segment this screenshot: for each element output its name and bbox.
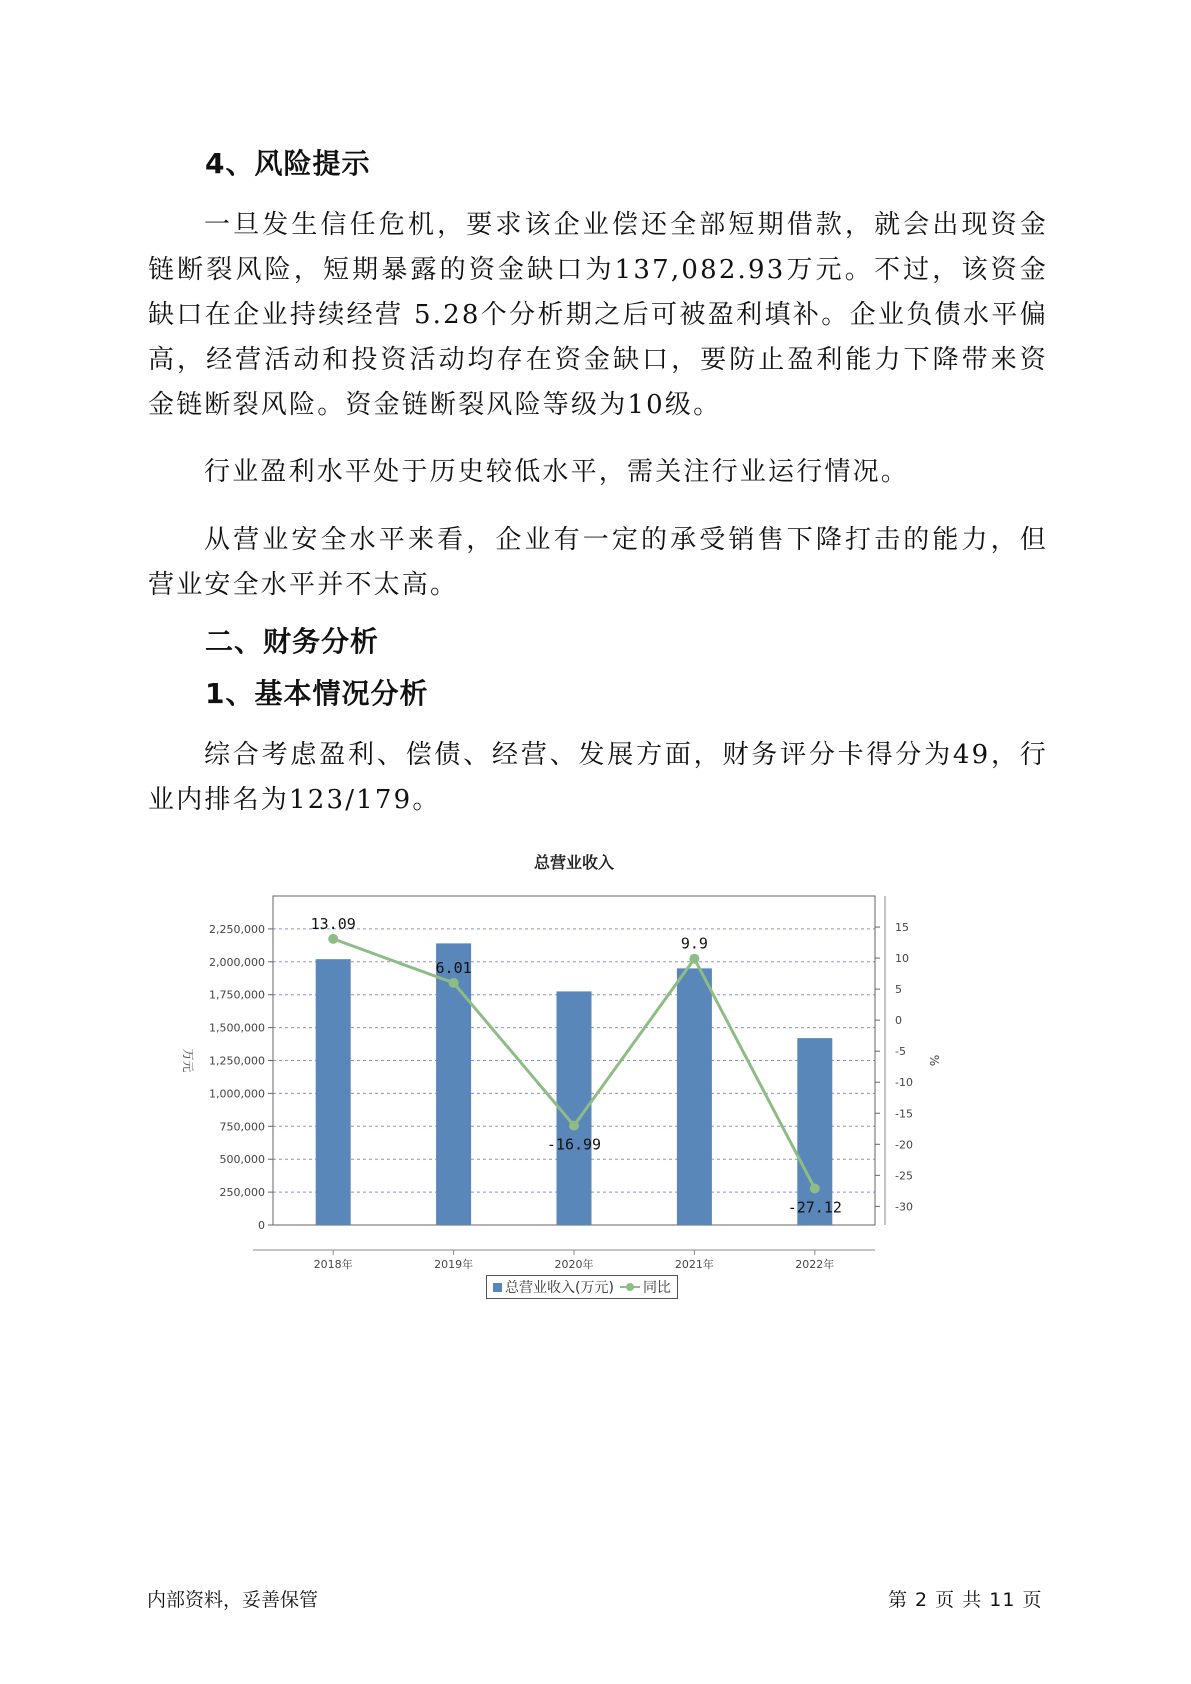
basic-heading: 1、基本情况分析 [205, 677, 429, 710]
chart-canvas [170, 845, 1020, 1275]
legend-bar-swatch [493, 1283, 502, 1292]
y-tick-label: 2,000,000 [209, 955, 265, 969]
risk-paragraph-3: 从营业安全水平来看，企业有一定的承受销售下降打击的能力，但营业安全水平并不太高。 [148, 525, 1048, 600]
y-tick-label: 0 [258, 1219, 265, 1232]
legend-line-marker [620, 1282, 640, 1292]
chart-title: 总营业收入 [533, 853, 615, 872]
y-tick-label: 500,000 [219, 1153, 265, 1167]
y-tick-label: 250,000 [219, 1186, 265, 1200]
y-axis-title: 万元 [181, 1048, 195, 1073]
y-tick-label: 2,250,000 [209, 922, 265, 936]
revenue-bar [677, 968, 712, 1225]
y-tick-label: 1,750,000 [209, 988, 265, 1002]
yoy-point [569, 1121, 579, 1131]
x-tick-label: 2020年 [554, 1258, 594, 1271]
legend-bar-label: 总营业收入(万元) [505, 1280, 614, 1296]
y-tick-label: 1,000,000 [209, 1087, 265, 1101]
y2-tick-label: 0 [895, 1014, 902, 1028]
yoy-data-label: -27.12 [787, 1198, 842, 1217]
y-tick-label: 750,000 [219, 1120, 265, 1134]
risk-paragraph-2: 行业盈利水平处于历史较低水平，需关注行业运行情况。 [204, 457, 910, 487]
basic-paragraph: 综合考虑盈利、偿债、经营、发展方面，财务评分卡得分为49，行业内排名为123/179。 [148, 740, 1048, 815]
y2-tick-label: 10 [895, 952, 909, 966]
legend-line-label: 同比 [642, 1280, 671, 1296]
y-tick-label: 1,500,000 [209, 1021, 265, 1035]
risk-paragraph-1: 一旦发生信任危机，要求该企业偿还全部短期借款，就会出现资金链断裂风险，短期暴露的资金缺口为137,082.93万元。不过，该资金缺口在企业持续经营 5.28个分析期之后可被盈利填补。企业负债水平偏高，经营活动和投资活动均存在资金缺口，要防止盈利能力下降带来资金链断裂风险。资金链断裂风险等级为10级。 [148, 210, 1048, 420]
yoy-point [449, 978, 459, 988]
y2-tick-label: 5 [895, 983, 902, 997]
risk-heading: 4、风险提示 [205, 147, 371, 180]
y2-tick-label: -5 [895, 1045, 906, 1059]
yoy-point [810, 1183, 820, 1193]
y2-tick-label: -15 [895, 1107, 913, 1121]
footer-page-number: 第 2 页 共 11 页 [888, 1589, 1043, 1611]
y2-tick-label: 15 [895, 921, 909, 935]
yoy-data-label: -16.99 [546, 1135, 602, 1154]
yoy-data-label: 13.09 [310, 914, 356, 933]
footer-confidential: 内部资料，妥善保管 [147, 1589, 319, 1611]
x-tick-label: 2022年 [795, 1258, 835, 1271]
x-tick-label: 2018年 [313, 1258, 353, 1271]
yoy-point [328, 934, 338, 944]
yoy-point [689, 954, 699, 964]
yoy-data-label: 6.01 [435, 958, 472, 977]
x-tick-label: 2021年 [674, 1258, 714, 1271]
y2-tick-label: -25 [895, 1169, 913, 1183]
x-tick-label: 2019年 [434, 1258, 474, 1271]
y-tick-label: 1,250,000 [209, 1054, 265, 1068]
finance-heading: 二、财务分析 [205, 625, 380, 658]
revenue-bar [797, 1038, 832, 1225]
y2-tick-label: -20 [895, 1138, 913, 1152]
legend-item-line [620, 1277, 671, 1297]
y2-axis-title: % [927, 1054, 941, 1067]
legend-item-bar [493, 1277, 614, 1297]
yoy-data-label: 9.9 [680, 934, 708, 953]
y2-tick-label: -30 [895, 1200, 913, 1214]
y2-tick-label: -10 [895, 1076, 913, 1090]
revenue-chart [170, 845, 1020, 1315]
chart-legend [486, 1275, 678, 1299]
revenue-bar [316, 959, 351, 1225]
